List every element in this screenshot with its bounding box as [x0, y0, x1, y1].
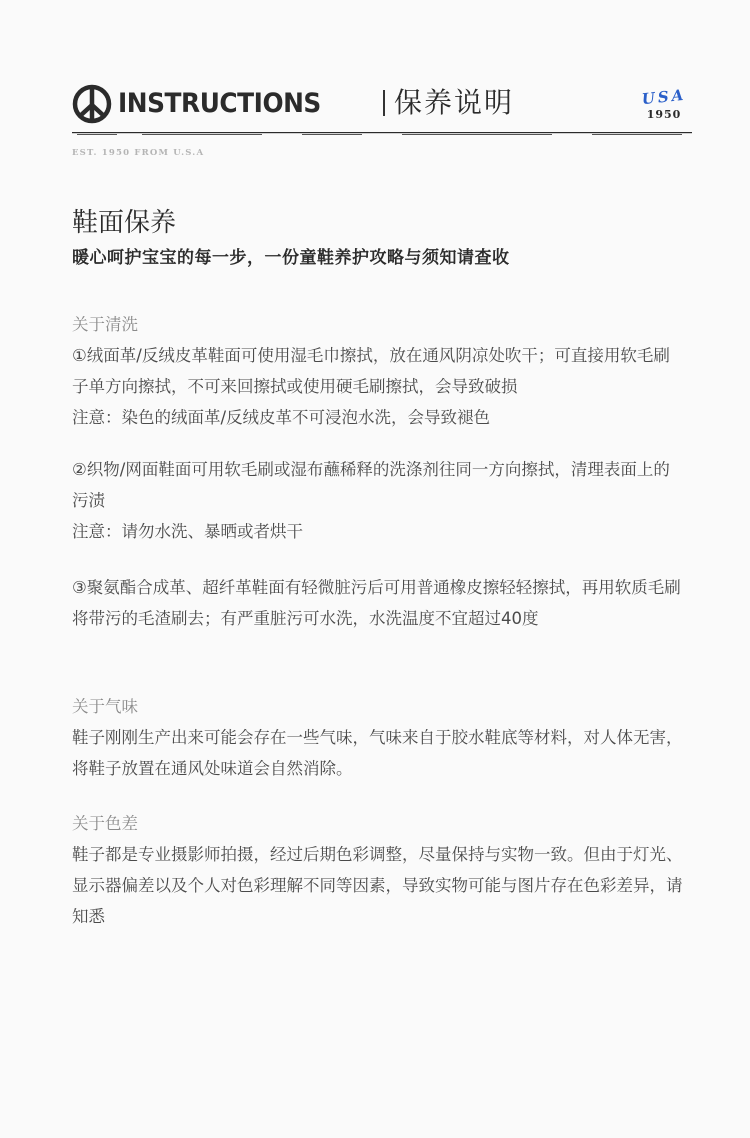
usa-badge: [634, 85, 694, 128]
header: [72, 80, 692, 170]
odor-block: [72, 691, 684, 784]
brand-title: INSTRUCTIONS: [118, 88, 321, 119]
cleaning-item-2: ②织物/网面鞋面可用软毛刷或湿布蘸稀释的洗涤剂往同一方向擦拭，清理表面上的污渍: [72, 460, 670, 510]
usa-badge-text: USA: [640, 85, 688, 109]
title-separator: [383, 90, 385, 116]
section-title: 鞋面保养: [72, 208, 177, 238]
cleaning-item-1: ①绒面革/反绒皮革鞋面可使用湿毛巾擦拭，放在通风阴凉处吹干；可直接用软毛刷子单方向擦拭，不可来回擦拭或使用硬毛刷擦拭，会导致破损: [72, 346, 670, 396]
color-diff-text: 鞋子都是专业摄影师拍摄，经过后期色彩调整，尽量保持与实物一致。但由于灯光、显示器偏差以及个人对色彩理解不同等因素，导致实物可能与图片存在色彩差异，请知悉: [72, 845, 683, 926]
cleaning-item-3: ③聚氨酯合成革、超纤革鞋面有轻微脏污后可用普通橡皮擦轻轻擦拭，再用软质毛刷将带污的毛渣刷去；有严重脏污可水洗，水洗温度不宜超过40度: [72, 578, 681, 628]
color-diff-heading: 关于色差: [72, 814, 138, 833]
brand-title-cn: 保养说明: [394, 86, 515, 119]
cleaning-item-1-note: 注意：染色的绒面革/反绒皮革不可浸泡水洗，会导致褪色: [72, 408, 491, 427]
cleaning-item-3-block: [72, 572, 684, 634]
cleaning-heading: 关于清洗: [72, 315, 138, 334]
odor-heading: 关于气味: [72, 697, 138, 716]
odor-text: 鞋子刚刚生产出来可能会存在一些气味，气味来自于胶水鞋底等材料，对人体无害，将鞋子放置在通风处味道会自然消除。: [72, 728, 683, 778]
peace-sign-icon: [72, 84, 112, 124]
usa-badge-year: 1950: [646, 108, 682, 121]
cleaning-item-2-block: [72, 454, 684, 547]
color-diff-block: [72, 808, 684, 932]
header-divider: [72, 131, 692, 137]
cleaning-item-2-note: 注意：请勿水洗、暴晒或者烘干: [72, 522, 303, 541]
section-subtitle: 暖心呵护宝宝的每一步，一份童鞋养护攻略与须知请查收: [72, 248, 510, 268]
established-text: EST. 1950 FROM U.S.A: [72, 148, 205, 158]
cleaning-block: [72, 309, 684, 433]
